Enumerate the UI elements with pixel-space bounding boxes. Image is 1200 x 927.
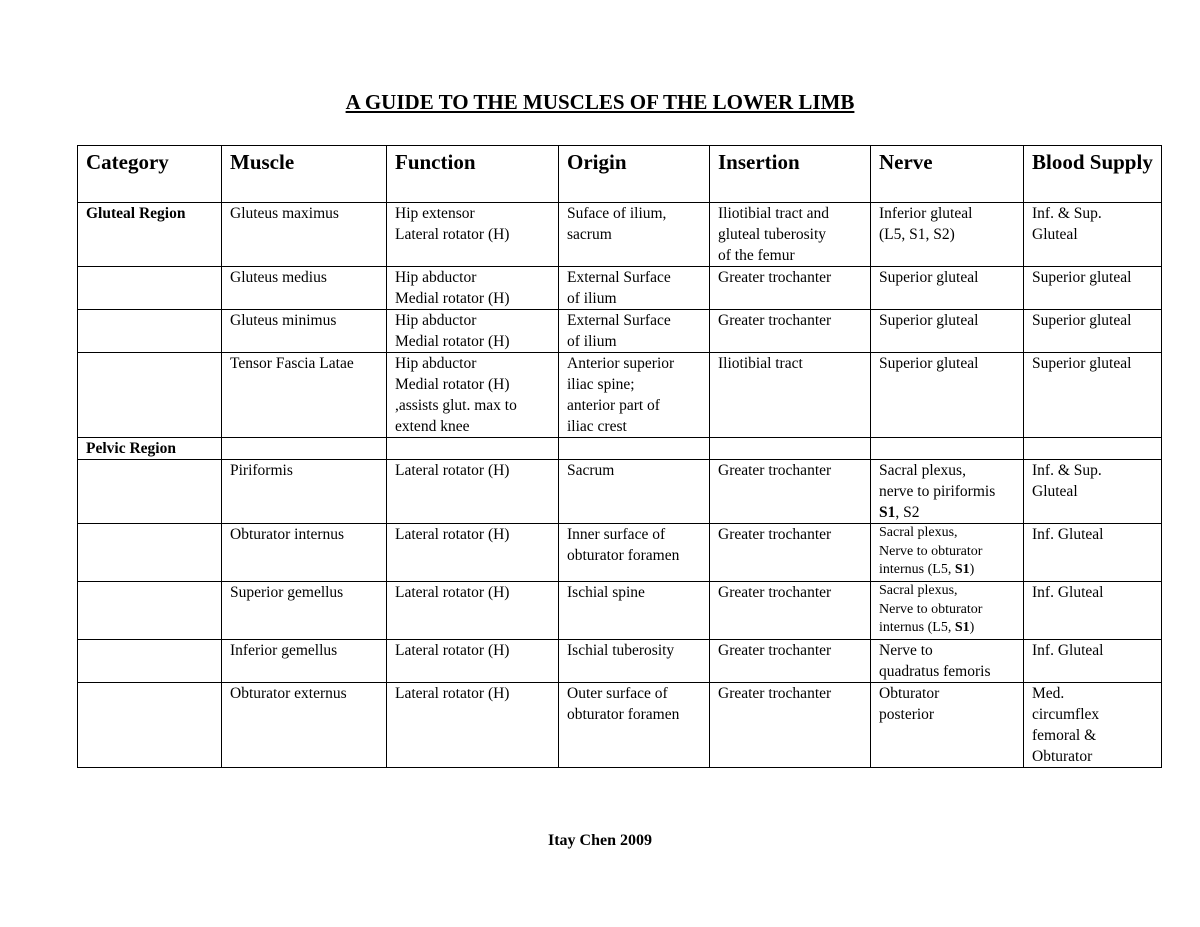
- cell-origin: Outer surface of obturator foramen: [559, 683, 710, 768]
- cell-category: [78, 310, 222, 353]
- table-row: [78, 524, 1162, 582]
- cell-insertion: Greater trochanter: [710, 640, 871, 683]
- cell-origin: Anterior superior iliac spine; anterior part of iliac crest: [559, 353, 710, 438]
- table-row: [78, 310, 1162, 353]
- cell-nerve: Sacral plexus, Nerve to obturator internus (L5, S1): [871, 582, 1024, 640]
- header-insertion: Insertion: [710, 146, 871, 203]
- cell-origin: External Surface of ilium: [559, 267, 710, 310]
- cell-origin: Ischial spine: [559, 582, 710, 640]
- header-nerve: Nerve: [871, 146, 1024, 203]
- cell-origin: Suface of ilium, sacrum: [559, 203, 710, 267]
- header-row: [78, 146, 1162, 203]
- table-row: [78, 267, 1162, 310]
- cell-function: Lateral rotator (H): [387, 460, 559, 524]
- cell-nerve: Inferior gluteal (L5, S1, S2): [871, 203, 1024, 267]
- table-row: [78, 438, 1162, 460]
- cell-muscle: Obturator internus: [222, 524, 387, 582]
- header-origin: Origin: [559, 146, 710, 203]
- cell-nerve: Superior gluteal: [871, 353, 1024, 438]
- cell-origin: External Surface of ilium: [559, 310, 710, 353]
- cell-insertion: Greater trochanter: [710, 267, 871, 310]
- cell-category: [78, 640, 222, 683]
- cell-muscle: Gluteus minimus: [222, 310, 387, 353]
- cell-muscle: Inferior gemellus: [222, 640, 387, 683]
- header-category: Category: [78, 146, 222, 203]
- table-row: [78, 683, 1162, 768]
- cell-function: Lateral rotator (H): [387, 524, 559, 582]
- cell-blood: Inf. Gluteal: [1024, 640, 1162, 683]
- cell-nerve: [871, 438, 1024, 460]
- cell-blood: Inf. Gluteal: [1024, 582, 1162, 640]
- cell-nerve: Sacral plexus, nerve to piriformis S1, S2: [871, 460, 1024, 524]
- cell-nerve: Superior gluteal: [871, 310, 1024, 353]
- cell-category: [78, 353, 222, 438]
- cell-function: Lateral rotator (H): [387, 683, 559, 768]
- cell-blood: Superior gluteal: [1024, 353, 1162, 438]
- cell-category: Gluteal Region: [78, 203, 222, 267]
- cell-blood: Med. circumflex femoral & Obturator: [1024, 683, 1162, 768]
- header-muscle: Muscle: [222, 146, 387, 203]
- cell-blood: [1024, 438, 1162, 460]
- cell-blood: Inf. Gluteal: [1024, 524, 1162, 582]
- table-row: [78, 582, 1162, 640]
- cell-nerve: Superior gluteal: [871, 267, 1024, 310]
- table-row: [78, 203, 1162, 267]
- cell-category: Pelvic Region: [78, 438, 222, 460]
- cell-function: Hip abductor Medial rotator (H) ,assists glut. max to extend knee: [387, 353, 559, 438]
- cell-category: [78, 460, 222, 524]
- cell-muscle: Piriformis: [222, 460, 387, 524]
- header-blood-supply: Blood Supply: [1024, 146, 1162, 203]
- cell-muscle: [222, 438, 387, 460]
- cell-nerve: Obturator posterior: [871, 683, 1024, 768]
- cell-insertion: Iliotibial tract and gluteal tuberosity of the femur: [710, 203, 871, 267]
- cell-function: Hip abductor Medial rotator (H): [387, 267, 559, 310]
- cell-function: Hip extensor Lateral rotator (H): [387, 203, 559, 267]
- cell-muscle: Superior gemellus: [222, 582, 387, 640]
- cell-function: Lateral rotator (H): [387, 640, 559, 683]
- cell-origin: [559, 438, 710, 460]
- table-row: [78, 640, 1162, 683]
- cell-category: [78, 582, 222, 640]
- table-row: [78, 460, 1162, 524]
- cell-blood: Superior gluteal: [1024, 310, 1162, 353]
- cell-insertion: Iliotibial tract: [710, 353, 871, 438]
- cell-nerve: Nerve to quadratus femoris: [871, 640, 1024, 683]
- footer-author: Itay Chen 2009: [547, 832, 652, 849]
- cell-insertion: Greater trochanter: [710, 582, 871, 640]
- table-body: [78, 203, 1162, 768]
- cell-blood: Inf. & Sup. Gluteal: [1024, 460, 1162, 524]
- cell-origin: Ischial tuberosity: [559, 640, 710, 683]
- cell-muscle: Gluteus maximus: [222, 203, 387, 267]
- cell-nerve: Sacral plexus, Nerve to obturator internus (L5, S1): [871, 524, 1024, 582]
- cell-function: [387, 438, 559, 460]
- cell-muscle: Obturator externus: [222, 683, 387, 768]
- cell-function: Hip abductor Medial rotator (H): [387, 310, 559, 353]
- cell-category: [78, 524, 222, 582]
- cell-insertion: Greater trochanter: [710, 683, 871, 768]
- cell-muscle: Tensor Fascia Latae: [222, 353, 387, 438]
- muscles-table: [77, 145, 1162, 768]
- cell-function: Lateral rotator (H): [387, 582, 559, 640]
- cell-blood: Superior gluteal: [1024, 267, 1162, 310]
- header-function: Function: [387, 146, 559, 203]
- cell-insertion: Greater trochanter: [710, 310, 871, 353]
- cell-category: [78, 267, 222, 310]
- cell-muscle: Gluteus medius: [222, 267, 387, 310]
- cell-origin: Inner surface of obturator foramen: [559, 524, 710, 582]
- table-row: [78, 353, 1162, 438]
- cell-insertion: [710, 438, 871, 460]
- cell-category: [78, 683, 222, 768]
- cell-insertion: Greater trochanter: [710, 524, 871, 582]
- cell-blood: Inf. & Sup. Gluteal: [1024, 203, 1162, 267]
- page-title: A GUIDE TO THE MUSCLES OF THE LOWER LIMB: [345, 90, 855, 114]
- cell-origin: Sacrum: [559, 460, 710, 524]
- cell-insertion: Greater trochanter: [710, 460, 871, 524]
